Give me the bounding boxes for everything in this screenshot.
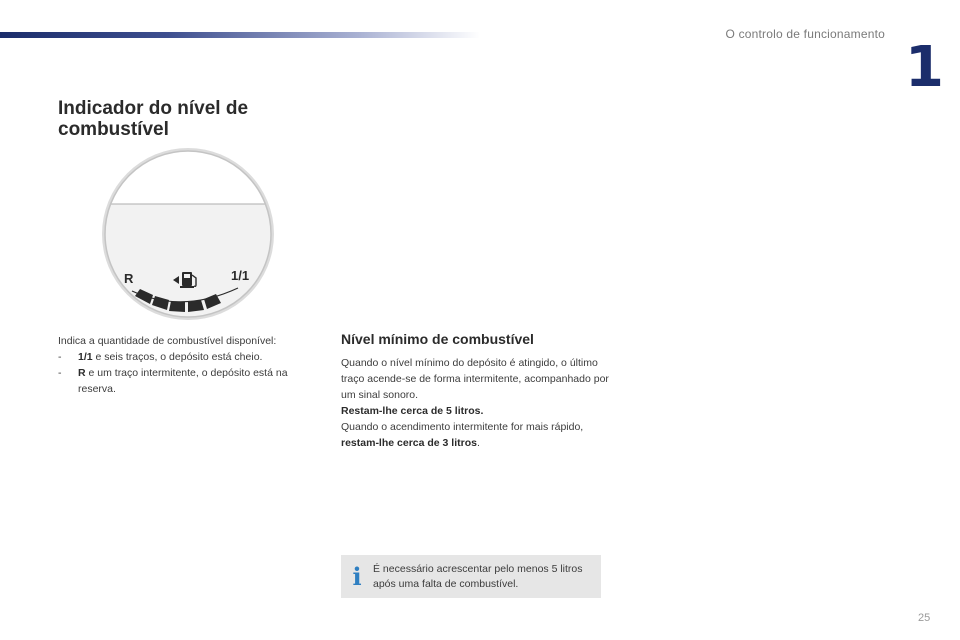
min-level-text: Quando o acendimento intermitente for mais rápido, bbox=[341, 421, 584, 433]
min-level-description bbox=[341, 355, 611, 451]
bullet-body: e um traço intermitente, o depósito está na reserva. bbox=[78, 367, 288, 395]
info-note-text: É necessário acrescentar pelo menos 5 litros após uma falta de combustível. bbox=[373, 562, 583, 590]
min-level-warning-5l: Restam-lhe cerca de 5 litros. bbox=[341, 405, 484, 417]
bullet-dash: - bbox=[58, 351, 62, 363]
fuel-description bbox=[58, 333, 326, 397]
list-item bbox=[58, 365, 326, 397]
chapter-title: O controlo de funcionamento bbox=[725, 27, 885, 41]
fuel-intro: Indica a quantidade de combustível disponível: bbox=[58, 335, 277, 347]
gauge-full-label: 1/1 bbox=[231, 268, 250, 283]
section-title-line2: combustível bbox=[58, 119, 169, 140]
info-note bbox=[341, 555, 601, 598]
bullet-dash: - bbox=[58, 367, 62, 379]
gauge-reserve-label: R bbox=[124, 271, 134, 286]
section-title-line1: Indicador do nível de bbox=[58, 98, 249, 119]
header-accent-bar bbox=[0, 32, 480, 38]
bullet-key: R bbox=[78, 367, 86, 379]
page-number: 25 bbox=[918, 612, 931, 624]
min-level-period: . bbox=[476, 437, 480, 449]
chapter-number: 1 bbox=[905, 35, 944, 100]
bullet-key: 1/1 bbox=[78, 351, 93, 363]
bullet-text bbox=[78, 349, 262, 365]
min-level-paragraph: Quando o nível mínimo do depósito é atingido, o último traço acende-se de forma intermitente, acompanhado por um sinal sonoro. bbox=[341, 357, 609, 401]
bullet-body: e seis traços, o depósito está cheio. bbox=[92, 351, 263, 363]
section-title bbox=[58, 98, 318, 140]
min-level-title: Nível mínimo de combustível bbox=[341, 331, 534, 347]
list-item bbox=[58, 349, 326, 365]
min-level-paragraph-2 bbox=[341, 419, 611, 451]
gauge-segment bbox=[169, 301, 185, 312]
fuel-gauge-illustration bbox=[100, 146, 276, 322]
info-icon: i bbox=[352, 562, 362, 591]
bullet-text bbox=[78, 365, 326, 397]
min-level-warning-3l: restam-lhe cerca de 3 litros bbox=[341, 437, 477, 449]
